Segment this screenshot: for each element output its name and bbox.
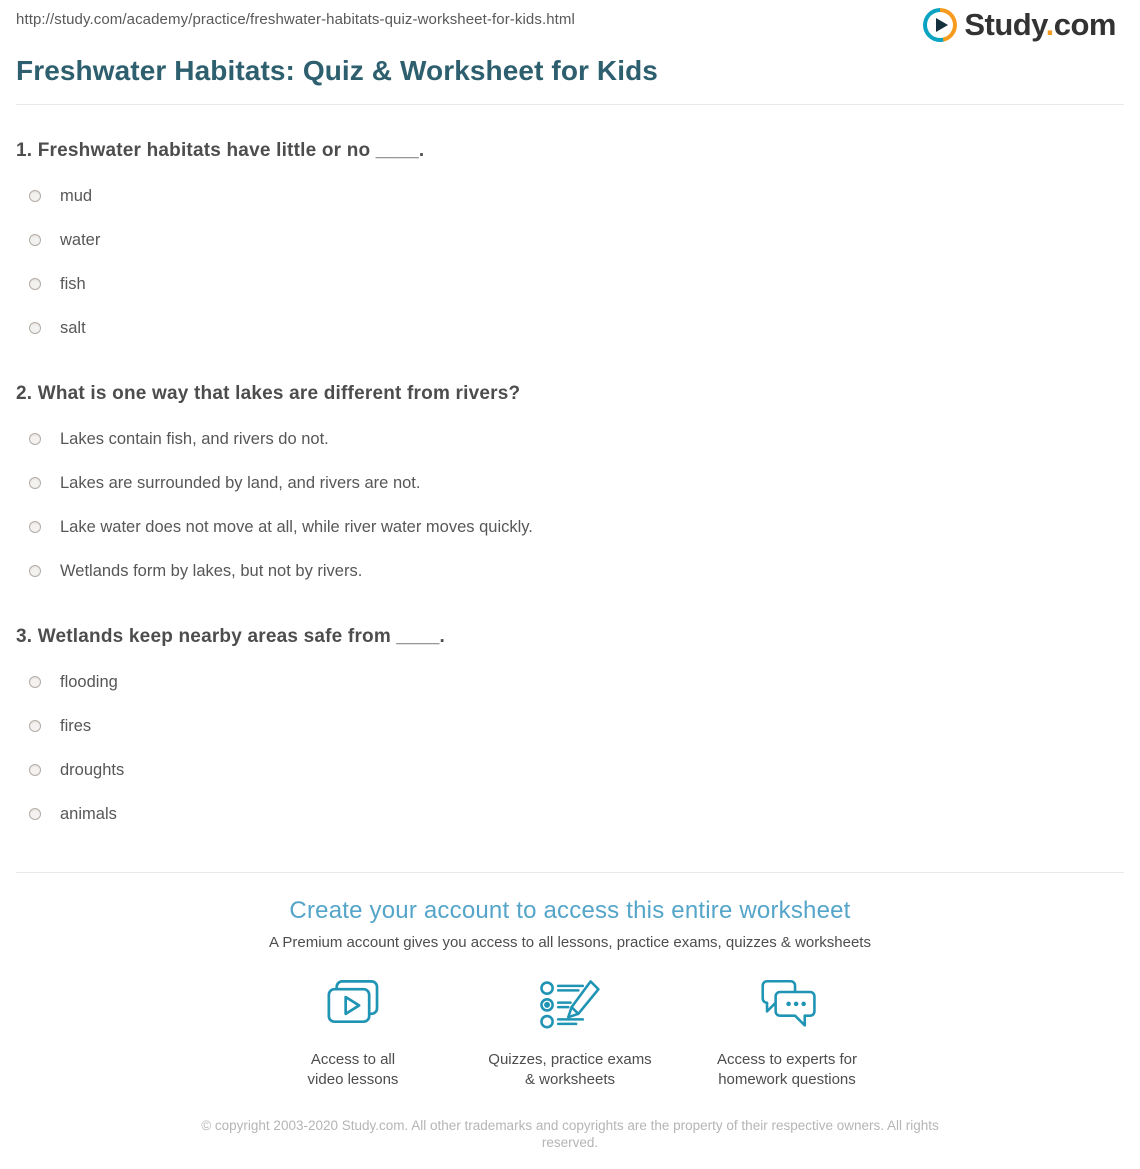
radio-button[interactable] — [29, 764, 41, 776]
feature-label: Quizzes, practice exams & worksheets — [488, 1051, 652, 1088]
page-url: http://study.com/academy/practice/freshwater-habitats-quiz-worksheet-for-kids.html — [16, 11, 575, 28]
radio-button[interactable] — [29, 190, 41, 202]
question-3 — [16, 626, 1124, 824]
quiz-body — [16, 140, 1124, 824]
option-label: Lake water does not move at all, while river water moves quickly. — [60, 517, 533, 536]
create-account-link[interactable]: Create your account to access this entire worksheet — [289, 897, 851, 924]
option-label: mud — [60, 186, 93, 205]
feature-video-lessons — [245, 978, 462, 1090]
question-2-option-1[interactable] — [29, 429, 1124, 449]
option-label: fish — [60, 274, 86, 293]
radio-button[interactable] — [29, 808, 41, 820]
question-2-text: 2. What is one way that lakes are different from rivers? — [16, 383, 521, 404]
question-1 — [16, 140, 1124, 338]
radio-button[interactable] — [29, 565, 41, 577]
studycom-logo[interactable] — [923, 7, 1116, 43]
copyright-notice: © copyright 2003-2020 Study.com. All other trademarks and copyrights are the property of their respective owners. All rights reserved. — [201, 1118, 939, 1150]
studycom-play-icon — [923, 8, 957, 42]
option-label: Lakes contain fish, and rivers do not. — [60, 429, 329, 448]
option-label: Lakes are surrounded by land, and rivers are not. — [60, 473, 421, 492]
option-label: fires — [60, 716, 92, 735]
radio-button[interactable] — [29, 234, 41, 246]
question-1-option-4[interactable] — [29, 318, 1124, 338]
option-label: salt — [60, 318, 86, 337]
quiz-pencil-icon — [537, 978, 604, 1034]
option-label: water — [60, 230, 101, 249]
option-label: flooding — [60, 672, 118, 691]
radio-button[interactable] — [29, 720, 41, 732]
radio-button[interactable] — [29, 477, 41, 489]
option-label: Wetlands form by lakes, but not by rivers. — [60, 561, 363, 580]
question-2-option-2[interactable] — [29, 473, 1124, 493]
studycom-wordmark: Study.com — [964, 7, 1116, 42]
radio-button[interactable] — [29, 322, 41, 334]
question-2-option-4[interactable] — [29, 561, 1124, 581]
features-row — [0, 978, 1140, 1090]
feature-expert-help — [679, 978, 896, 1090]
option-label: droughts — [60, 760, 125, 779]
question-1-option-3[interactable] — [29, 274, 1124, 294]
question-2 — [16, 383, 1124, 581]
feature-label: Access to experts for homework questions — [716, 1051, 858, 1088]
premium-subtitle: A Premium account gives you access to all lessons, practice exams, quizzes & worksheets — [269, 934, 871, 951]
feature-label: Access to all video lessons — [307, 1051, 399, 1088]
option-label: animals — [60, 804, 117, 823]
question-3-option-3[interactable] — [29, 760, 1124, 780]
question-3-option-4[interactable] — [29, 804, 1124, 824]
radio-button[interactable] — [29, 676, 41, 688]
feature-quizzes-worksheets — [462, 978, 679, 1090]
section-divider — [16, 872, 1124, 873]
question-1-option-2[interactable] — [29, 230, 1124, 250]
video-lessons-icon — [322, 978, 385, 1034]
question-3-text: 3. Wetlands keep nearby areas safe from ____. — [16, 626, 445, 647]
question-3-option-2[interactable] — [29, 716, 1124, 736]
question-3-option-1[interactable] — [29, 672, 1124, 692]
question-1-text: 1. Freshwater habitats have little or no ____. — [16, 140, 425, 161]
chat-experts-icon — [754, 978, 821, 1034]
question-1-option-1[interactable] — [29, 186, 1124, 206]
radio-button[interactable] — [29, 521, 41, 533]
radio-button[interactable] — [29, 433, 41, 445]
radio-button[interactable] — [29, 278, 41, 290]
page-title: Freshwater Habitats: Quiz & Worksheet for Kids — [16, 55, 1124, 105]
question-2-option-3[interactable] — [29, 517, 1124, 537]
